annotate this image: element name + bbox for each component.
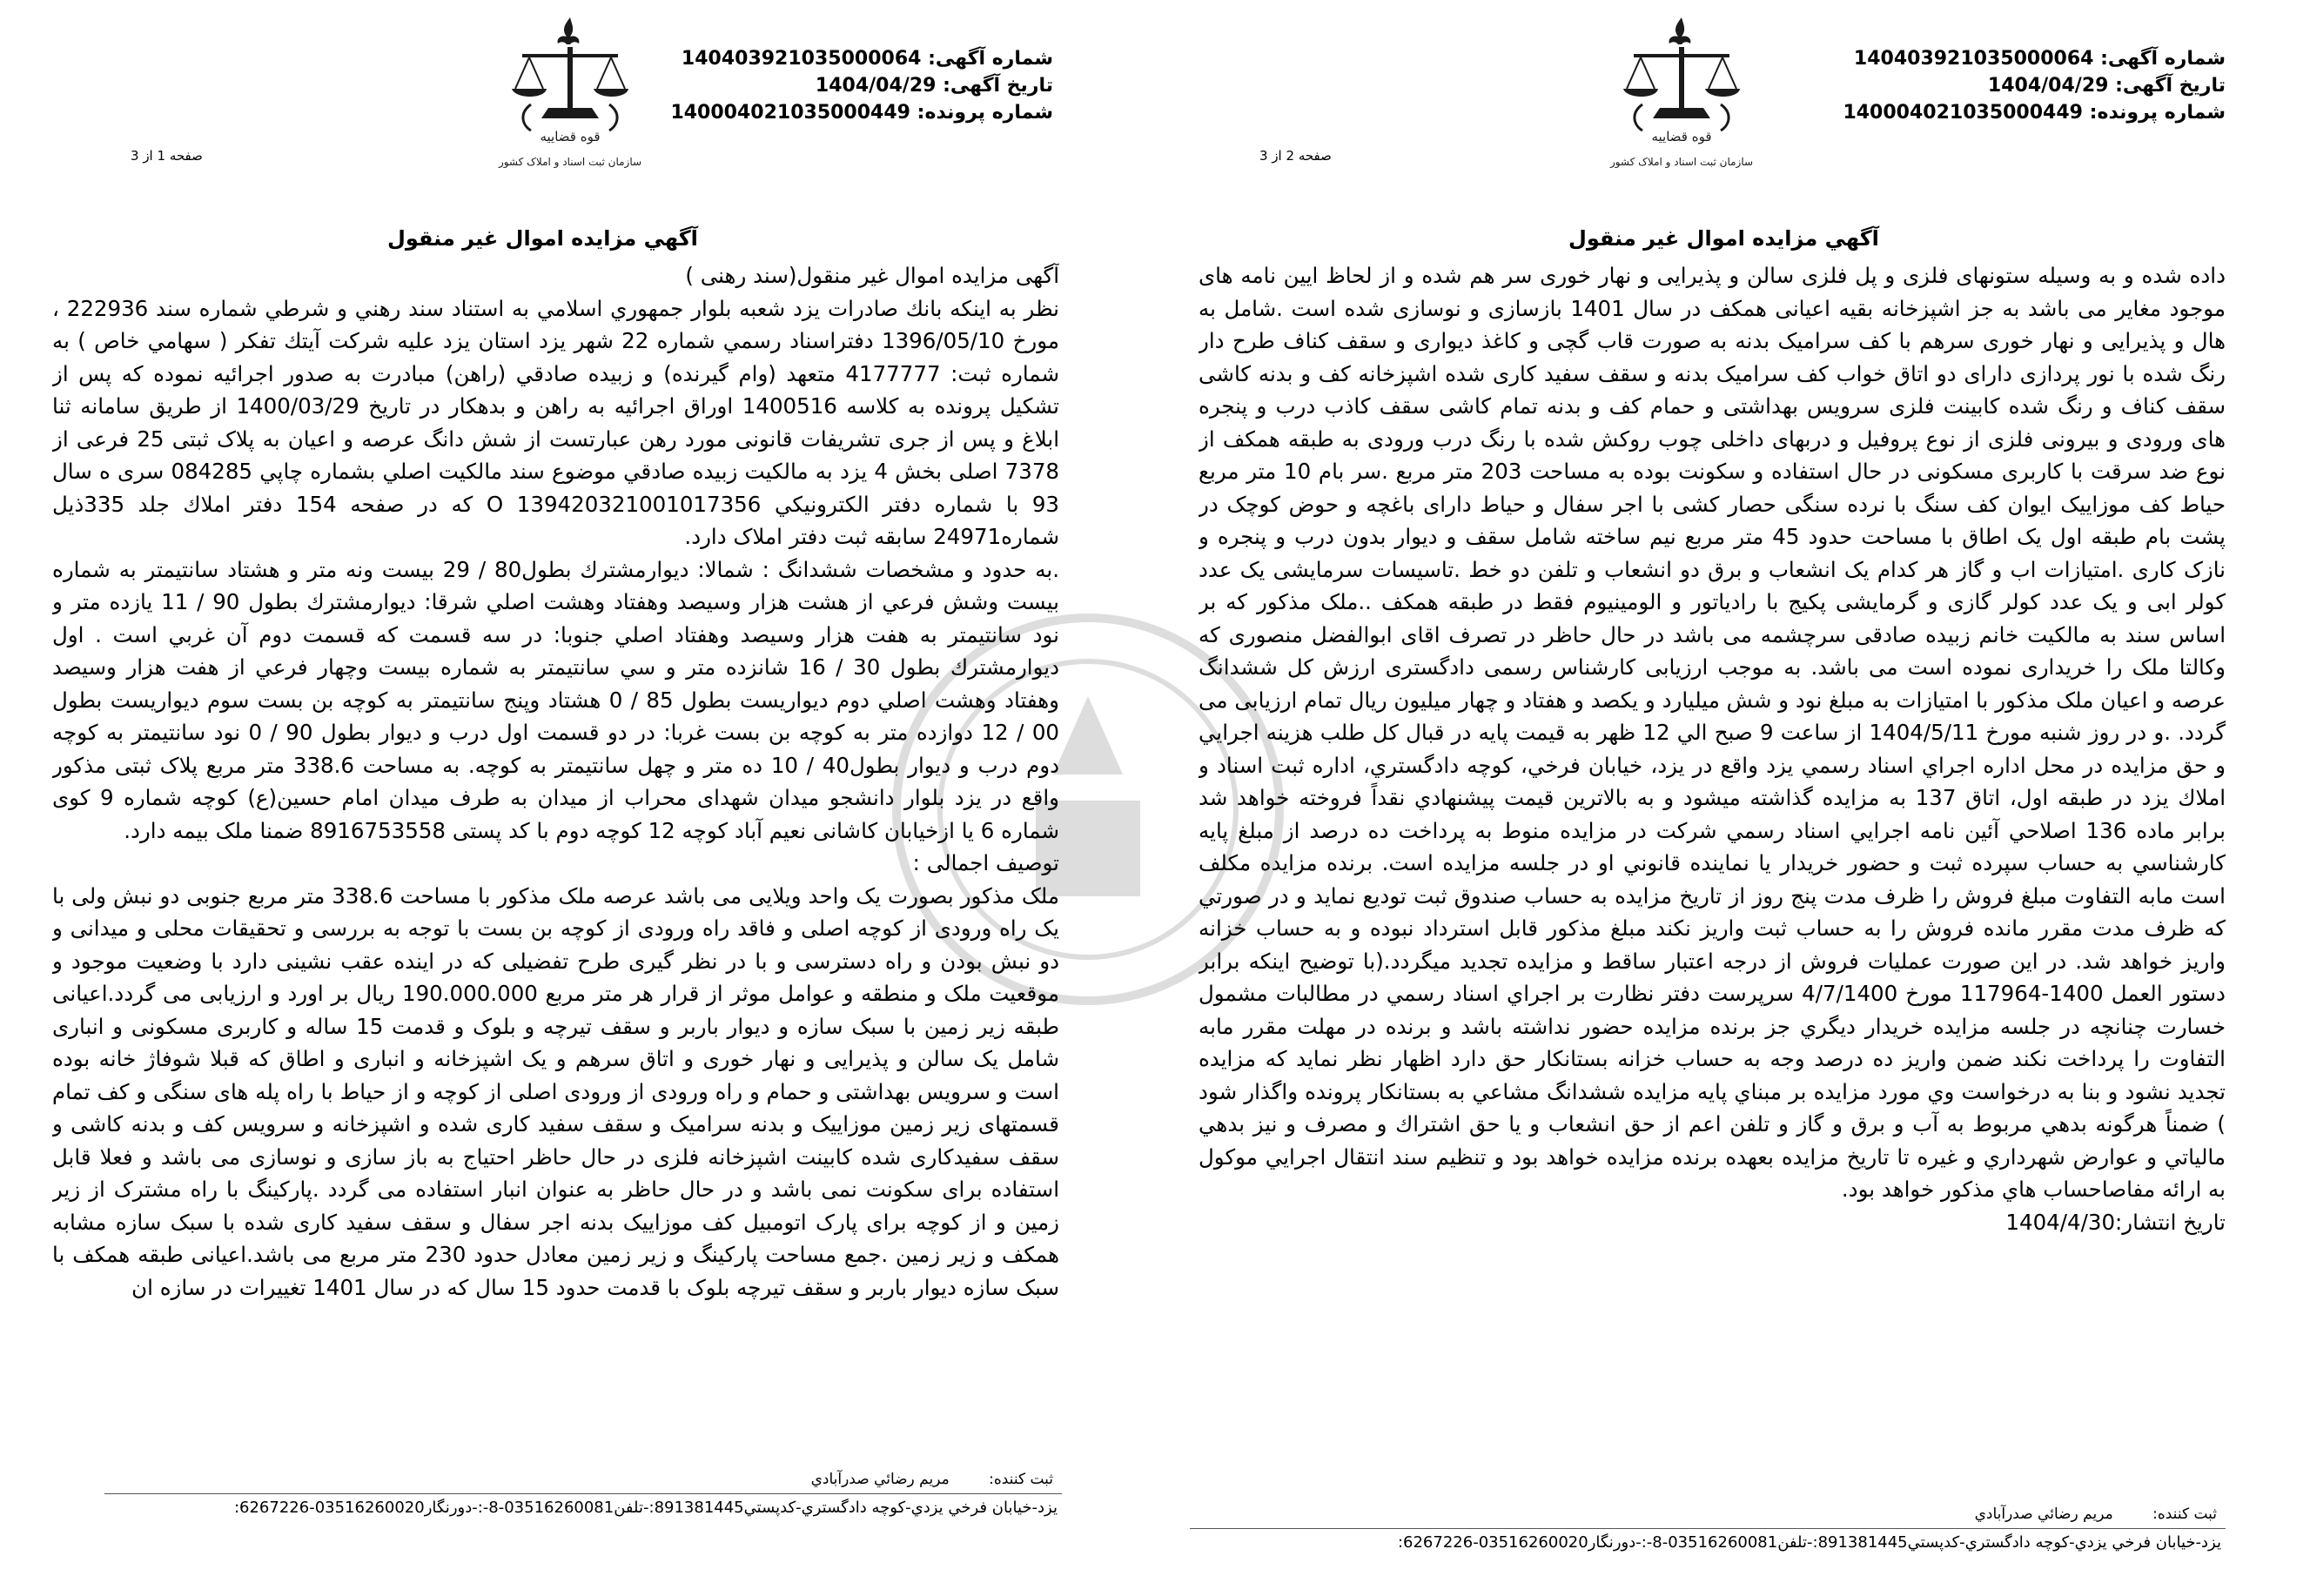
signer-label: ثبت کننده: xyxy=(989,1471,1053,1488)
file-number: 140004021035000449 xyxy=(1843,102,2083,124)
footer-address: يزد-خيابان فرخي يزدي-كوچه دادگستري-كدپستي891381445:-تلفن03516260081-8-:-دورنگار03516260020-6267226: xyxy=(1397,1533,2221,1552)
file-number-row: شماره پرونده: 140004021035000449 xyxy=(670,102,1053,124)
notice-paragraph: داده شده و به وسيله ستونهای فلزی و پل فلزی سالن و پذيرايی و نهار خوری سر هم شده و از لحاظ ايين نامه های موجود مغاير می باشد به جز اشپزخانه بقيه اعيانی همكف در سال 1401 بازسازی و نوسازی شده است .شامل به هال و پذيرايی و نهار خوری سرهم با كف سراميک بدنه به صورت قاب گچی و كاغذ ديواری و سقف كناف طرح دار رنگ شده با نور پردازی دارای دو اتاق خواب كف سراميک بدنه و سقف سفيد كاری شده اشپزخانه كف و بدنه كاشی سقف كناف و رنگ شده كابينت فلزی سرويس بهداشتی و حمام كف و بدنه تمام كاشی سقف كاذب درب و پنجره های ورودی و بيرونی فلزی از نوع پروفيل و دربهای داخلی چوب روكش شده با رنگ درب ورودی به طبقه همكف از نوع ضد سرقت با كاربری مسكونی در حال استفاده و سكونت بوده به مساحت 203 متر مربع .سر بام 10 متر مربع حياط كف موزاييک ايوان كف سنگ با نرده سنگی حصار كشی با اجر سفال و حياط دارای باغچه و حوض كوچک در پشت بام طبقه اول يک اطاق با مساحت حدود 45 متر مربع نيم ساخته شامل سقف و ديوار بدون درب و پنجره و نازک كاری .امتيازات اب و گاز هر كدام يک انشعاب و برق دو انشعاب و تلفن دو خط .تاسيسات سرمايشی يک عدد كولر ابی و يک عدد كولر گازی و گرمايشی پكيج با رادياتور و الومينيوم فقط در طبقه همكف ..ملک مذكور كه بر اساس سند به مالكيت خانم زبيده صادقی سرچشمه می باشد در حال حاظر در تصرف اقای ابوالفضل منصوری كه وكالتا ملک را خريداری نموده است می باشد. به موجب ارزيابی كارشناس رسمی دادگستری ارزش كل ششدانگ عرصه و اعيان ملک مذكور با امتيازات به مبلغ نود و شش ميليارد و يكصد و هفتاد و چهار ميليون ريال تمام ارزيابی می گردد. .و در روز شنبه مورخ 1404/5/11 از ساعت 9 صبح الي 12 ظهر به قيمت پايه در قبال كل طلب هزينه اجرايي و حق مزايده در محل اداره اجراي اسناد رسمي يزد واقع در يزد، خيابان فرخي، كوچه دادگستري، اداره ثبت اسناد و املاك يزد در طبقه اول، اتاق 137 به مزايده گذاشته ميشود و به بالاترين قيمت پيشنهادي نقداً فروخته خواهد شد برابر ماده 136 اصلاحي آئين نامه اجرايي اسناد رسمي شركت در مزايده منوط به پرداخت ده درصد از مبلغ پايه كارشناسي به حساب سپرده ثبت و حضور خريدار يا نماينده قانوني او در جلسه مزايده است. برنده مزايده مكلف است مابه التفاوت مبلغ فروش را ظرف مدت پنج روز از تاريخ مزايده به حساب صندوق ثبت توديع نمايد و در صورتي كه ظرف مدت مقرر مانده فروش را به حساب ثبت واريز نكند مبلغ مذكور قابل استرداد نبوده و به حساب خزانه واريز خواهد شد. در اين صورت عمليات فروش از درجه اعتبار ساقط و مزايده تجديد ميگردد.(با توضيح اينكه برابر دستور العمل 1400-117964 مورخ 4/7/1400 سرپرست دفتر نظارت بر اجراي اسناد رسمي در مطالبات مشمول خسارت چنانچه در جلسه مزايده خريدار ديگري جز برنده مزايده حضور نداشته باشد و برنده در مهلت مقرر مابه التفاوت را پرداخت نكند ضمن واريز ده درصد وجه به حساب خزانه بستانكار حق دارد اظهار نظر نمايد كه مزايده تجديد نشود و بنا به درخواست وي مورد مزايده بر مبناي پايه مزايده ششدانگ مشاعي به بستانكار پرونده واگذار شود ) ضمناً هرگونه بدهي مربوط به آب و برق و گاز و تلفن اعم از حق انشعاب و يا حق اشتراك و مصرف و نيز بدهي مالياتي و عوارض شهرداري و غيره تا تاريخ مزايده بعهده برنده مزايده خواهد بود و تنظيم سند انتقال اجرايي موكول به ارائه مفاصاحساب هاي مذكور خواهد بود. xyxy=(1199,263,2226,1202)
scales-of-justice-emblem-icon xyxy=(496,9,644,183)
notice-subtitle: آگهی مزایده اموال غیر منقول(سند رهنی ) xyxy=(685,263,1059,288)
signer-name: مريم رضائي صدرآبادي xyxy=(1974,1505,2113,1523)
notice-metadata xyxy=(601,45,1053,126)
notice-metadata xyxy=(1712,45,2226,126)
emblem-caption-registry: سازمان ثبت اسناد و املاک کشور xyxy=(498,156,642,168)
notice-body xyxy=(1199,259,2226,1395)
notice-date: 1404/04/29 xyxy=(815,75,937,97)
notice-title: آگهي مزايده اموال غير منقول xyxy=(1568,226,1879,251)
notice-number-row: شماره آگهی: 140403921035000064 xyxy=(681,48,1053,70)
notice-number-row: شماره آگهی: 140403921035000064 xyxy=(1853,48,2226,70)
section-heading: توصيف اجمالی : xyxy=(912,850,1059,875)
notice-date-row: تاریخ آگهی: 1404/04/29 xyxy=(1987,75,2226,97)
footer-divider xyxy=(104,1493,1062,1494)
emblem-caption-registry: سازمان ثبت اسناد و املاک کشور xyxy=(1609,156,1754,168)
signer-name: مريم رضائي صدرآبادي xyxy=(810,1471,950,1488)
notice-title: آگهي مزايده اموال غير منقول xyxy=(387,226,698,251)
notice-page-2 xyxy=(1155,0,2310,1596)
page-number: صفحه 1 از 3 xyxy=(131,148,203,164)
notice-date: 1404/04/29 xyxy=(1987,75,2109,97)
emblem-caption-judiciary: قوه قضاییه xyxy=(540,129,601,144)
notice-date-row: تاریخ آگهی: 1404/04/29 xyxy=(815,75,1053,97)
notice-number: 140403921035000064 xyxy=(1853,48,2094,70)
page-number: صفحه 2 از 3 xyxy=(1259,148,1332,164)
publication-date: تاريخ انتشار:1404/4/30 xyxy=(2005,1209,2226,1235)
signer-line xyxy=(383,1471,1053,1488)
scales-of-justice-emblem-icon xyxy=(1608,9,1756,183)
notice-paragraph: ملک مذكور بصورت يک واحد ويلايی می باشد عرصه ملک مذكور با مساحت 338.6 متر مربع جنوبی دو نبش ولی با يک راه ورودی از كوچه اصلی و فاقد راه ورودی از كوچه بن بست با توجه به بررسی و تحقيقات محلی و ميدانی و دو نبش بودن و راه دسترسی و با در نظر گيری طرح تفضيلی كه در اينده عقب نشينی دارد با وضعيت موجود و موقعيت ملک و منطقه و عوامل موثر از قرار هر متر مربع 190.000.000 ريال بر اورد و ارزيابی می گردد.اعيانی طبقه زير زمين با سبک سازه و ديوار باربر و سقف تيرچه و بلوک و قدمت 15 ساله و كاربری مسكونی و انباری شامل يک سالن و پذيرايی و نهار خوری و اتاق سرهم و يک اشپزخانه و انباری و اطاق كه قبلا شوفاژ خانه بوده است و سرويس بهداشتی و حمام و راه ورودی از ورودی اصلی از كوچه و از حياط با راه پله های سنگی و كف تمام قسمتهای زير زمين موزاييک و بدنه سراميک و سقف سفيد كاری شده و اشپزخانه و سرويس كف و بدنه كاشی و سقف سفيدكاری شده كابينت اشپزخانه فلزی در حال حاظر احتياج به باز سازی و نوسازی می باشد و فعلا قابل استفاده برای سكونت نمی باشد و در حال حاظر به عنوان انبار استفاده می گردد .پاركينگ با راه مشترک از زير زمين و از كوچه برای پارک اتومبيل كف موزاييک بدنه اجر سفال و سقف سفيد كاری شده با سبک سازه مشابه همكف و زير زمين .جمع مساحت پاركينگ و زير زمين معادل حدود 230 متر مربع می باشد.اعيانی طبقه همكف با سبک سازه ديوار باربر و سقف تيرچه بلوک با قدمت حدود 15 سال كه در سال 1401 تغييرات در سازه ان xyxy=(52,882,1059,1300)
notice-paragraph: نظر به اينكه بانك صادرات يزد شعبه بلوار جمهوري اسلامي به استناد سند رهني و شرطي شماره سند 222936 ، مورخ 1396/05/10 دفتراسناد رسمي شماره 22 شهر يزد استان يزد عليه شركت آيتك تفكر ( سهامي خاص ) به شماره ثبت: 4177777 متعهد (وام گيرنده) و زبيده صادقي (راهن) مبادرت به صدور اجرائيه نموده كه پس از تشكيل پرونده به كلاسه 1400516 اوراق اجرائيه به راهن و بدهكار در تاريخ 1400/03/29 از طريق سامانه ثنا ابلاغ و پس از جری تشریفات قانونی مورد رهن عبارتست از شش دانگ عرصه و اعيان به پلاک ثبتی 25 فرعی از 7378 اصلی بخش 4 يزد به مالكيت زبيده صادقي موضوع سند مالكيت اصلي بشماره چاپي 084285 سری ه سال 93 با شماره دفتر الكترونيكي O 13942032100101735‎6 كه در صفحه 154 دفتر املاك جلد 335ذيل شماره24971 سابقه ثبت دفتر املاک دارد. xyxy=(52,295,1059,549)
signer-line xyxy=(1573,1505,2217,1523)
notice-paragraph: .به حدود و مشخصات ششدانگ : شمالا: ديوارمشترك بطول80 / 29 بيست ونه متر و هشتاد سانتيمتر به شماره بيست وشش فرعي از هشت هزار وسيصد وهفتاد وهشت اصلي شرقا: ديوارمشترك بطول 90 / 11 يازده متر و نود سانتيمتر به هفت هزار وسيصد وهفتاد اصلي جنوبا: در سه قسمت كه قسمت دوم آن غربي است . اول ديوارمشترك بطول 30 / 16 شانزده متر و سي سانتيمتر به شماره بيست وچهار فرعي از هفت هزار وسيصد وهفتاد وهشت اصلي دوم ديواريست بطول 85 / 0 هشتاد وپنج سانتيمتر به كوچه بن بست سوم ديواريست بطول 00 / 12 دوازده متر به كوچه بن بست غربا: در دو قسمت اول درب و ديوار بطول 90 / 0 نود سانتيمتر به كوچه دوم درب و ديوار بطول40 / 10 ده متر و چهل سانتيمتر به كوچه. به مساحت 338.6 متر مربع پلاک ثبتی مذكور واقع در يزد بلوار دانشجو ميدان شهدای محراب از ميدان به طرف ميدان امام حسين(ع) كوچه شماره 9 كوی شماره 6 يا ازخيابان كاشانی نعيم آباد كوچه 12 كوچه دوم با كد پستی 8916753558 ضمنا ملک بیمه دارد. xyxy=(52,556,1059,843)
notice-number: 140403921035000064 xyxy=(681,48,922,70)
watermark-seal-icon xyxy=(879,600,1297,1018)
emblem-caption-judiciary: قوه قضاییه xyxy=(1651,129,1712,144)
footer-address: يزد-خيابان فرخي يزدي-كوچه دادگستري-كدپستي891381445:-تلفن03516260081-8-:-دورنگار03516260020-6267226: xyxy=(233,1499,1058,1517)
signer-label: ثبت کننده: xyxy=(2152,1505,2217,1523)
file-number: 140004021035000449 xyxy=(670,102,910,124)
footer-divider xyxy=(1190,1528,2226,1529)
file-number-row: شماره پرونده: 140004021035000449 xyxy=(1843,102,2226,124)
